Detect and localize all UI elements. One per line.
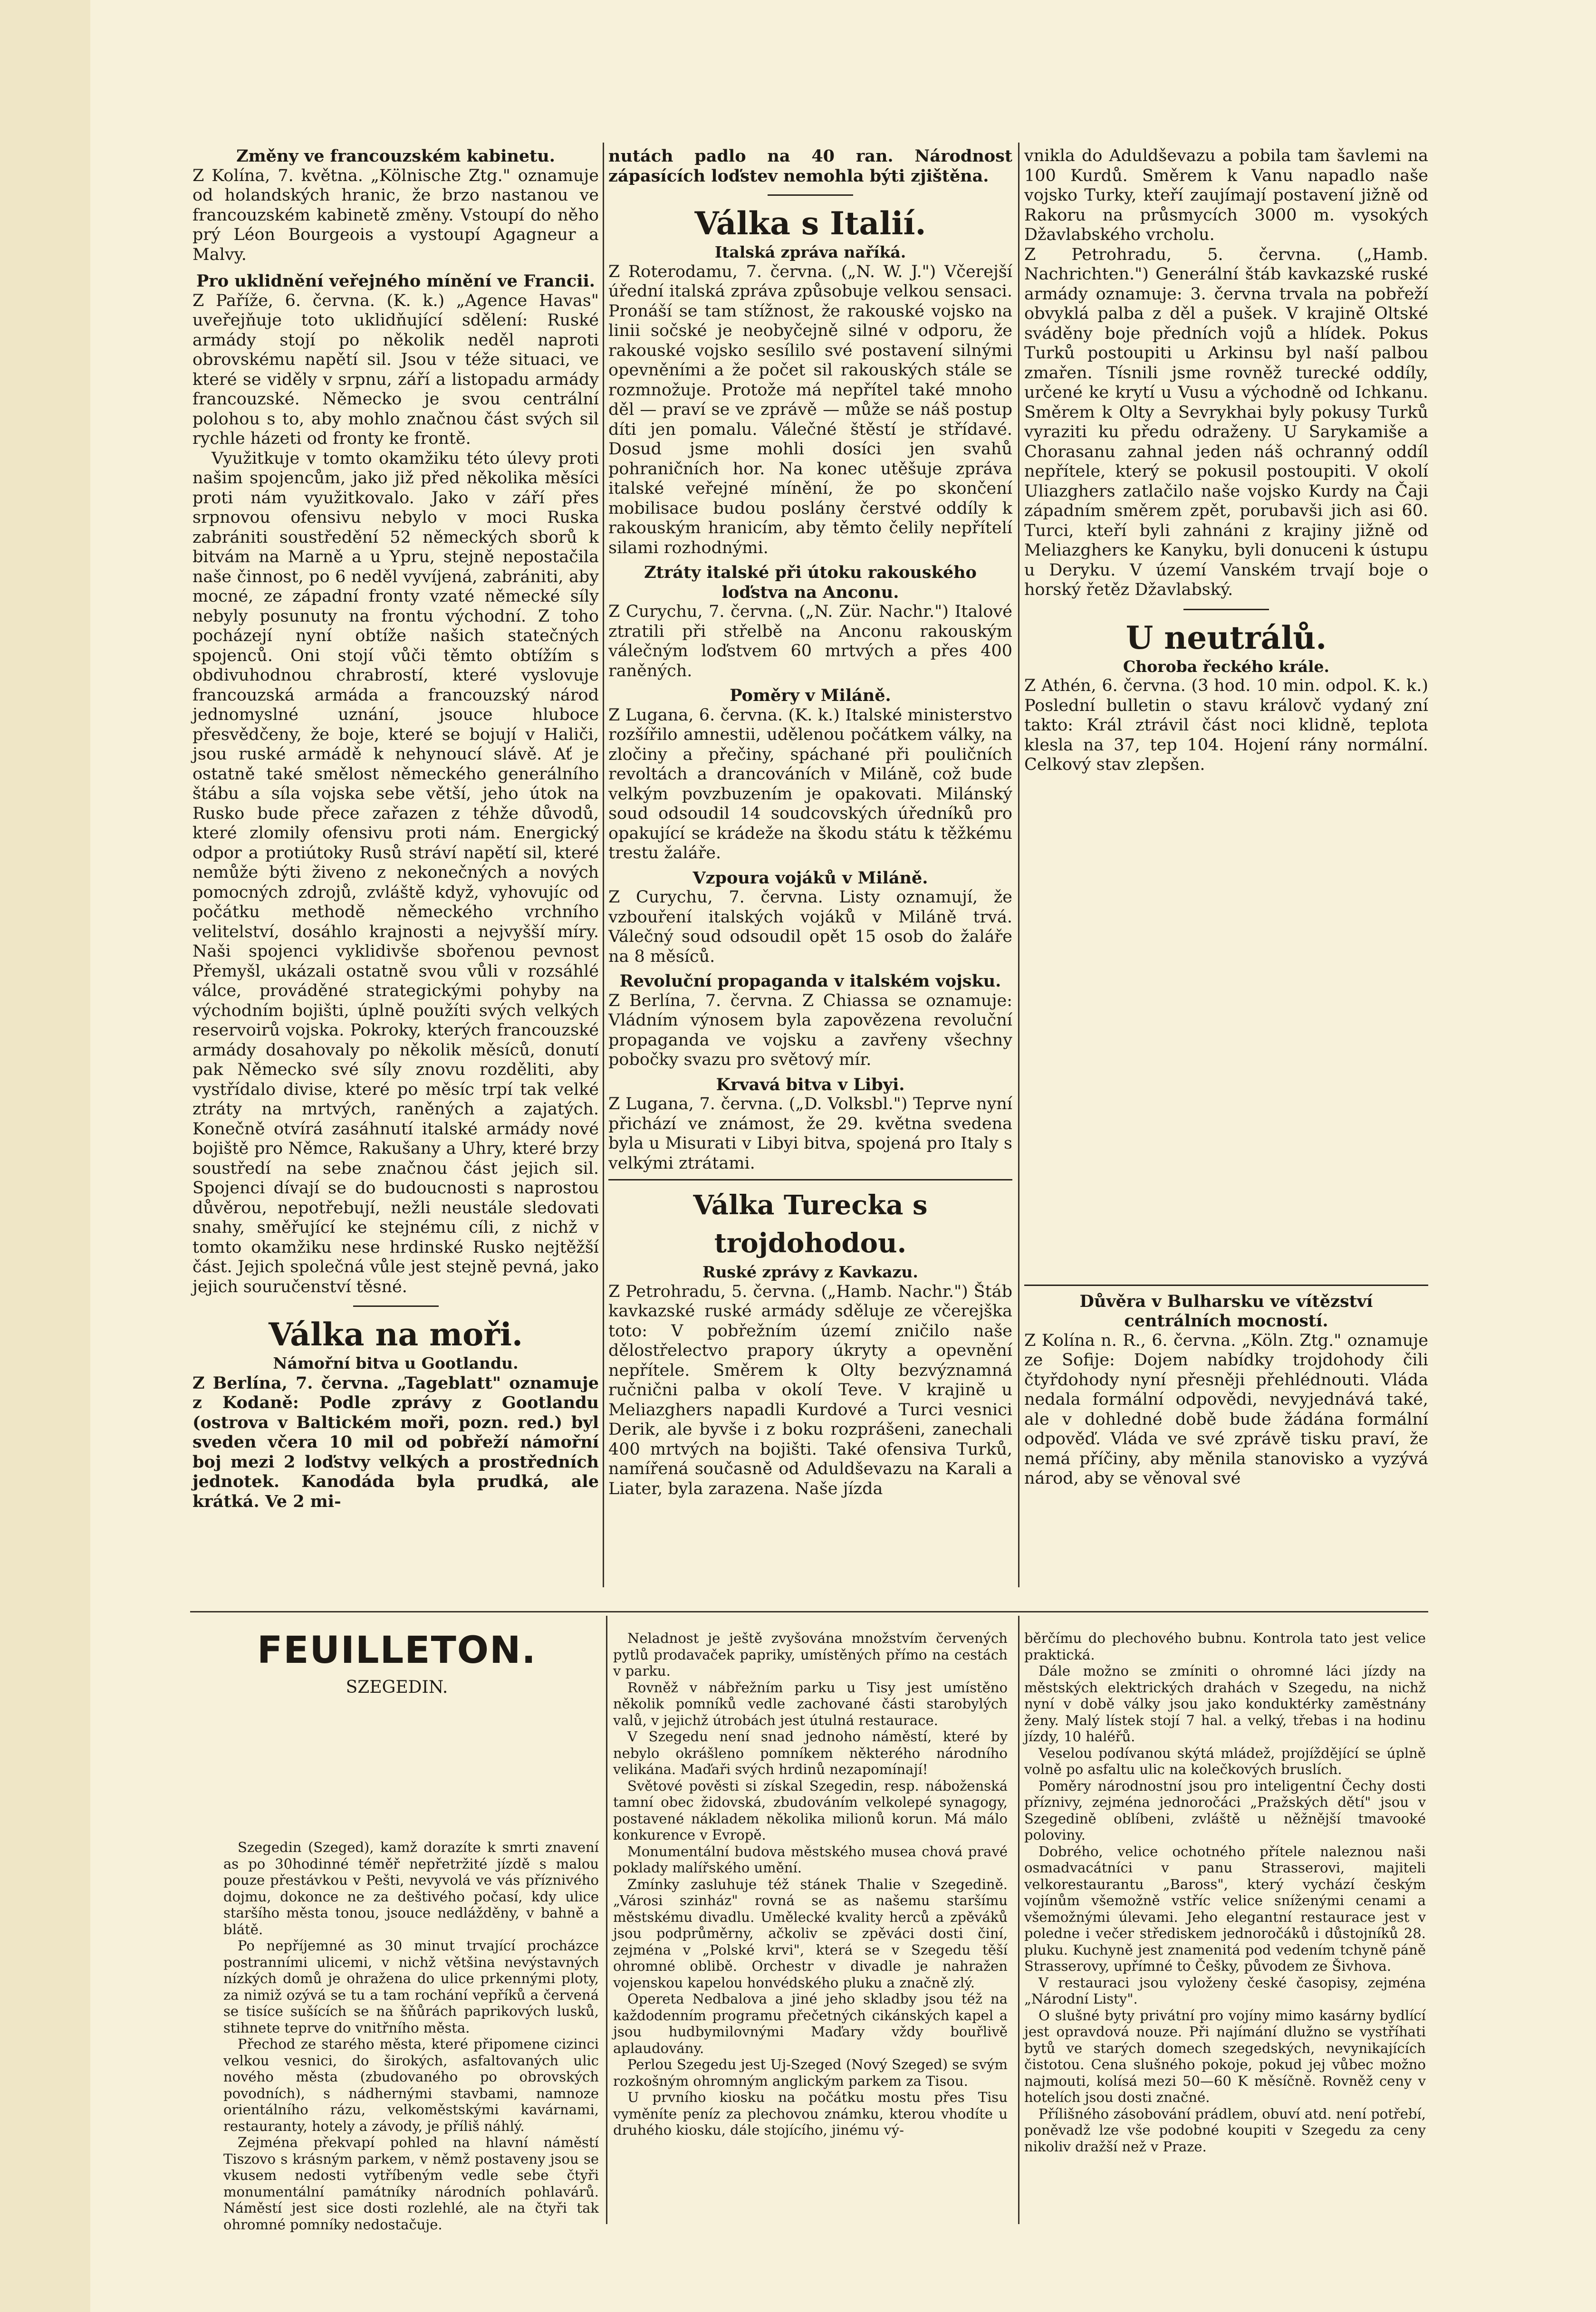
separator [608, 1179, 1012, 1180]
headline-libya: Krvavá bitva v Libyi. [716, 1074, 905, 1094]
section-war-at-sea: Válka na moři. [269, 1316, 523, 1353]
column-3 [1024, 146, 1428, 1489]
feuilleton-paragraph: O slušné byty privátní pro vojíny mimo kasárny bydlící jest opravdová nouze. Při najímání dlužno se vystříhati bytů ve starých domech szegedských, nevynikajících čistotou. Cena slušného pokoje, pokud jej vůbec možno najmouti, kolísá mezi 50—60 K měsíčně. Rovněž ceny v hotelích jsou dosti značné. [1024, 2007, 1426, 2105]
headline-ancona-losses: Ztráty italské při útoku rakouského loďstva na Anconu. [644, 563, 977, 602]
section-turkey-war: Válka Turecka s trojdohodou. [693, 1190, 928, 1259]
feuilleton-paragraph: Zejména překvapí pohled na hlavní náměstí Tiszovo s krásným parkem, v němž postaveny jsou se vkusem nedosti vytříbeným vedle sebe čtyři monumentální památníky národních pohlavárů. Náměstí jest sice dosti rozlehlé, ale na čtyři tak ohromné pomníky nedostačuje. [223, 2134, 599, 2233]
article-libya: Z Lugana, 7. června. („D. Volksbl.") Teprve nyní přichází ve známost, že 29. května svedena byla u Misurati v Libyi bitva, spojená pro Italy s velkými ztrátami. [608, 1094, 1012, 1173]
article-ancona-losses: Z Curychu, 7. června. („N. Zür. Nachr.") Italové ztratili při střelbě na Anconu rakouským válečným loďstvem 60 mrtvých a přes 400 raněných. [608, 602, 1012, 681]
separator [1183, 609, 1269, 610]
headline-public-opinion: Pro uklidnění veřejného mínění ve Francii. [196, 271, 595, 291]
feuilleton-paragraph: Zmínky zasluhuje též stánek Thalie v Szegedině. „Városi szinház" rovná se as našemu staršímu městskému divadlu. Umělecké kvality herců a zpěváků jsou podprůměrny, ačkoliv se zpěváci dosti činí, zejména v „Polské krvi", která se v Szegedu těší ohromné oblibě. Orchestr v divadle je nahražen vojenskou kapelou honvédského pluku a značně zlý. [613, 1876, 1008, 1991]
article-milan: Z Lugana, 6. června. (K. k.) Italské ministerstvo rozšířilo amnestii, udělenou počátkem války, na zločiny a přečiny, spáchané při pouličních revoltách a drancováních v Miláně, což bude velkým povzbuzením je opakovati. Milánský soud odsoudil 14 soudcovských úředníků pro opakující se krádeže na škodu státu k těžkému trestu žaláře. [608, 705, 1012, 863]
article-petrograd: Z Petrohradu, 5. června. („Hamb. Nachrichten.") Generální štáb kavkazské ruské armády oznamuje: 3. června trvala na pobřeží obvyklá palba z děl a pušek. V krajině Oltské sváděny boje předních vojů a hlídek. Pokus Turků postoupiti u Arkinsu byl naší palbou zmařen. Tísnili jsme rovněž turecké oddíly, určené ke krytí u Vusu a východně od Ichkanu. Směrem k Olty a Sevrykhai byly pokusy Turků vyraziti ku předu odraženy. U Sarykamiše a Chorasanu zahnal jeden náš ochranný oddíl nepřítele, který se pokusil postoupiti. V okolí Uliazghers zatlačilo naše vojsko Kurdy na Čaji západním směrem zpět, porubavši jich asi 60. Turci, kteří byli zahnáni z krajiny jižně od Meliazghers ke Kanyku, byli donuceni k ústupu u Deryku. V území Vanském trvají boje o horský řetěz Džavlabský. [1024, 245, 1428, 599]
feuilleton-column-2 [613, 1630, 1008, 2139]
headline-milan: Poměry v Miláně. [730, 686, 891, 705]
separator [768, 194, 853, 196]
article-gotland-battle: Z Berlína, 7. června. „Tageblatt" oznamuje z Kodaně: Podle zprávy z Gootlandu (ostrova v Baltickém moři, pozn. red.) byl sveden včera 10 mil od pobřeží námořní boj mezi 2 loďstvy velkých a prostředních jednotek. Kanodáda byla prudká, ale krátká. Ve 2 mi- [192, 1373, 599, 1511]
feuilleton-paragraph: běrčímu do plechového bubnu. Kontrola tato jest velice praktická. [1024, 1630, 1426, 1663]
article-caucasus-continued: vnikla do Aduldševazu a pobila tam šavlemi na 100 Kurdů. Směrem k Vanu napadlo naše vojsko Turky, kteří zaujímají postavení jižně od Rakoru na průsmycích 3000 m. vysokých Džavlabského vrcholu. [1024, 146, 1428, 244]
article-cabinet-changes: Z Kolína, 7. května. „Kölnische Ztg." oznamuje od holandských hranic, že brzo nastanou ve francouzském kabinetě změny. Vstoupí do něho prý Léon Bourgeois a vystoupí Agagneur a Malvy. [192, 166, 599, 264]
feuilleton-paragraph: Přechod ze starého města, které připomene cizinci velkou vesnici, do širokých, asfaltovaných ulic nového města (zbudovaného po obrovských povodních), s nádhernými stavbami, namnoze orientálního rázu, velkoměstskými kavárnami, restauranty, hotely a závody, je příliš náhlý. [223, 2036, 599, 2134]
separator [1024, 1285, 1428, 1286]
feuilleton-paragraph: Dále možno se zmíniti o ohromné láci jízdy na městských elektrických drahách v Szegedu, na nichž nyní v době války jsou jako konduktérky zaměstnány ženy. Malý lístek stojí 7 hal. a velký, třebas i na hodinu jízdy, 10 haléřů. [1024, 1663, 1426, 1745]
article-propaganda: Z Berlína, 7. června. Z Chiassa se oznamuje: Vládním výnosem byla zapovězena revoluční propaganda ve vojsku a zavřeny všechny pobočky svazu pro světový mír. [608, 991, 1012, 1069]
feuilleton-paragraph: Neladnost je ještě zvyšována množstvím červených pytlů prodavaček papriky, umístěných přímo na cestách v parku. [613, 1630, 1008, 1679]
article-public-opinion-1: Z Paříže, 6. června. (K. k.) „Agence Havas" uveřejňuje toto uklidňující sdělení: Ruské armády stojí po několik neděl naproti obrovskému napětí sil. Jsou v téže situaci, ve které se viděly v srpnu, září a listopadu armády francouzské. Německo je svou centrální polohou s to, aby mohlo značnou část svých sil rychle házeti od fronty ke frontě. [192, 291, 599, 448]
separator [353, 1305, 439, 1307]
headline-mutiny: Vzpoura vojáků v Miláně. [692, 868, 928, 888]
feuilleton-subtitle: SZEGEDIN. [346, 1678, 448, 1697]
feuilleton-paragraph: Dobrého, velice ochotného přítele naleznou naši osmadvacátníci v panu Strasserovi, majiteli velkorestaurantu „Baross", který vychází českým vojínům všemožně vstříc velice sníženými cenami a všemožnými úlevami. Jeho elegantní restaurace jest v poledne i večer střediskem jednoročáků i důstojníků 28. pluku. Kuchyně jest znamenitá pod vedením tchyně páně Strasserovy, upřímné to Češky, původem ze Šivhova. [1024, 1843, 1426, 1974]
article-italian-report: Z Roterodamu, 7. června. („N. W. J.") Včerejší úřední italská zpráva způsobuje velkou sensaci. Pronáší se tam stížnost, že rakouské vojsko na linii sočské je neobyčejně silné v odporu, že rakouské vojsko sesílilo své postavení silnými opevněními a že počet sil rakouských stále se rozmnožuje. Protože má nepřítel také mnoho děl — praví se ve zprávě — může se náš postup díti jen pomalu. Válečné štěstí je střídavé. Dosud jsme mohli dosíci jen svahů pohraničních hor. Na konec utěšuje zpráva italské veřejné mínění, že po skončení mobilisace budou poslány čerstvé oddíly k rakouským hranicím, aby těmto čelily nepřítelí silami rozhodnými. [608, 262, 1012, 557]
feuilleton-paragraph: Opereta Nedbalova a jiné jeho skladby jsou též na každodenním programu přečetných cikánských kapel a jsou hudbymilovnými Maďary vždy bouřlivě aplaudovány. [613, 1991, 1008, 2056]
headline-gotland-battle: Námořní bitva u Gootlandu. [273, 1354, 519, 1372]
headline-italian-report: Italská zpráva naříká. [714, 243, 906, 261]
feuilleton-paragraph: Monumentální budova městského musea chová pravé poklady malířského umění. [613, 1843, 1008, 1876]
feuilleton-divider-col [606, 1616, 607, 2224]
article-greek-king: Z Athén, 6. června. (3 hod. 10 min. odpol. K. k.) Poslední bulletin o stavu královč vydaný zní takto: Král ztrávil část noci klidně, teplota klesla na 37, tep 104. Hojení rány normální. Celkový stav zlepšen. [1024, 676, 1428, 774]
blank-space [1024, 775, 1428, 1279]
binding-gutter [0, 0, 90, 2312]
column-divider-1 [603, 143, 604, 1587]
feuilleton-paragraph: V restauraci jsou vyloženy české časopisy, zejména „Národní Listy". [1024, 1974, 1426, 2007]
article-public-opinion-2: Využitkuje v tomto okamžiku této úlevy proti našim spojencům, jako již před několika měsíci proti nám využitkovalo. Jako v září přes srpnovou ofensivu nebylo v moci Ruska zabrániti soustředění 52 německých sborů k bitvám na Marně a u Ypru, stejně nepostačila naše činnost, po 6 neděl vyvíjená, zabrániti, aby mocné, ze západní fronty vzaté německé síly nebyly posunuty na frontu východní. Z toho pocházejí nyní obtíže našich statečných spojenců. Oni stojí vůči těmto obtížím s obdivuhodnou chrabrostí, které vyslovuje francouzská armáda a francouzský národ jednomyslné uznání, jsouce hluboce přesvědčeny, že boje, které se bojují v Haliči, jsou ruské armádě k nehynoucí slávě. Ať je ostatně také smělost německého generálního štábu a síla vojska sebe větší, jeho útok na Rusko bude přece zařazen z téhže důvodů, které zlomily ofensivu proti nám. Energický odpor a protiútoky Rusů stráví napětí sil, které nemůže býti živeno z nekonečných a nových pomocných zdrojů, zvláště když, vyhovujíc od počátku methodě německého vrchního velitelství, dosáhlo krajnosti a nejvyšší míry. Naši spojenci vyklidivše sbořenou pevnost Přemyšl, ukázali ostatně svou vůli v rozsáhlé válce, prováděné strategickými pohyby na východním bojišti, úplně použíti svých velkých reservoirů vojska. Pokroky, kterých francouzské armády dosahovaly po několik měsíců, donutí pak Německo své síly znovu rozděliti, aby vystřídalo divise, které po měsíc trpí tak velké ztráty na mrtvých, raněných a zajatých. Konečně otvírá zasáhnutí italské armády nové bojiště pro Němce, Rakušany a Uhry, které brzy soustředí na sebe značnou část jejich sil. Spojenci dívají se do budoucnosti s naprostou důvěrou, nepotřebují, nežli neustále sledovati snahy, směřující ke stejnému cíli, z nichž v tomto okamžiku nese hrdinské Rusko nejtěžší část. Jejich společná vůle jest stejně pevná, jako jejich souručenství těsné. [192, 449, 599, 1296]
feuilleton-title: FEUILLETON. [257, 1629, 537, 1672]
feuilleton-paragraph: Po nepříjemné as 30 minut trvající procházce postranními ulicemi, v nichž většina nevýstavných nízkých domů je ohražena do ulice prkennými ploty, za nimiž ozývá se tu a tam rochání vepříků a červená se tisíce sušících se na šňůrách paprikových lusků, stihnete teprve do vnitřního města. [223, 1938, 599, 2036]
feuilleton-divider [190, 1611, 1428, 1612]
article-mutiny: Z Curychu, 7. června. Listy oznamují, že vzbouření italských vojáků v Miláně trvá. Válečný soud odsoudil opět 15 osob do žaláře na 8 měsíců. [608, 888, 1012, 966]
headline-cabinet-changes: Změny ve francouzském kabinetu. [236, 146, 555, 166]
feuilleton-paragraph: V Szegedu není snad jednoho náměstí, které by nebylo okrášleno pomníkem některého národního velikána. Maďaři svých hrdinů nezapomínají! [613, 1728, 1008, 1777]
feuilleton-header [200, 1625, 594, 1707]
headline-caucasus: Ruské zprávy z Kavkazu. [702, 1263, 918, 1281]
feuilleton-paragraph: Poměry národnostní jsou pro inteligentní Čechy dosti příznivy, zejména jednoročáci „Pražských dětí" jsou v Szegedině oblíbeni, zvláště u něžnější tmavooké poloviny. [1024, 1777, 1426, 1843]
section-neutrals: U neutrálů. [1125, 619, 1327, 656]
feuilleton-paragraph: U prvního kiosku na počátku mostu přes Tisu vyměníte peníz za plechovou známku, kterou vhodíte u druhého kiosku, dále stojícího, jinému vý- [613, 2089, 1008, 2138]
headline-greek-king: Choroba řeckého krále. [1123, 657, 1330, 676]
headline-propaganda: Revoluční propaganda v italském vojsku. [619, 971, 1001, 991]
feuilleton-paragraph: Přílišného zásobování prádlem, obuví atd. není potřebí, poněvadž lze vše podobné koupiti v Szegedu za ceny nikoliv dražší než v Praze. [1024, 2105, 1426, 2155]
feuilleton-divider-col-2 [1018, 1616, 1019, 2224]
section-war-with-italy: Válka s Italií. [694, 205, 926, 242]
headline-bulgaria: Důvěra v Bulharsku ve vítězství centrálních mocností. [1079, 1291, 1373, 1331]
article-gotland-continued: nutách padlo na 40 ran. Národnost zápasících loďstev nemohla býti zjištěna. [608, 146, 1012, 186]
feuilleton-column-3 [1024, 1630, 1426, 2155]
feuilleton-paragraph: Světové pověsti si získal Szegedin, resp. náboženská tamní obec židovská, zbudováním velkolepé synagogy, postavené nákladem několika milionů korun. Má málo konkurence v Evropě. [613, 1777, 1008, 1843]
feuilleton-paragraph: Veselou podívanou skýtá mládež, projíždějící se úplně volně po asfaltu ulic na kolečkových bruslích. [1024, 1745, 1426, 1777]
feuilleton-paragraph: Rovněž v nábřežním parku u Tisy jest umístěno několik pomníků vedle zachované části starobylých valů, v jejichž útrobách jest útulná restaurace. [613, 1679, 1008, 1728]
column-1 [192, 146, 599, 1511]
article-caucasus: Z Petrohradu, 5. června. („Hamb. Nachr.") Štáb kavkazské ruské armády sděluje ze včerejška toto: V pobřežním území zničilo naše dělostřelectvo prapory úkryty a opevnění nepřítele. Směrem k Olty bezvýznamná ručnični palba v okolí Teve. V krajině u Meliazghers napadli Kurdové a Turci vesnici Derik, ale byvše i z boku rozprášeni, zanechali 400 mrtvých na bojišti. Také ofensiva Turků, namířená současně od Aduldševazu na Karali a Liater, byla zarazena. Naše jízda [608, 1282, 1012, 1498]
article-bulgaria: Z Kolína n. R., 6. června. „Köln. Ztg." oznamuje ze Sofije: Dojem nabídky trojdohody čili čtyřdohody nyní přesněji přehlédnouti. Vláda nedala formální odpovědi, nevyjednává také, ale v dohledné době bude žádána formální odpověď. Vláda ve své zprávě tisku praví, že nemá příčiny, aby měnila stanovisko a vyzývá národ, aby se věnoval své [1024, 1331, 1428, 1488]
column-divider-2 [1018, 143, 1019, 1587]
feuilleton-column-1 [223, 1839, 599, 2233]
feuilleton-paragraph: Szegedin (Szeged), kamž dorazíte k smrti znavení as po 30hodinné téměř nepřetržité jízdě s malou pouze přestávkou v Pešti, nevyvolá ve vás příznivého dojmu, dokonce ne za deštivého počasí, kdy ulice staršího města tonou, jsouce nedlážděny, v bahně a blátě. [223, 1839, 599, 1938]
column-2 [608, 146, 1012, 1499]
feuilleton-paragraph: Perlou Szegedu jest Uj-Szeged (Nový Szeged) se svým rozkošným ohromným anglickým parkem za Tisou. [613, 2056, 1008, 2089]
